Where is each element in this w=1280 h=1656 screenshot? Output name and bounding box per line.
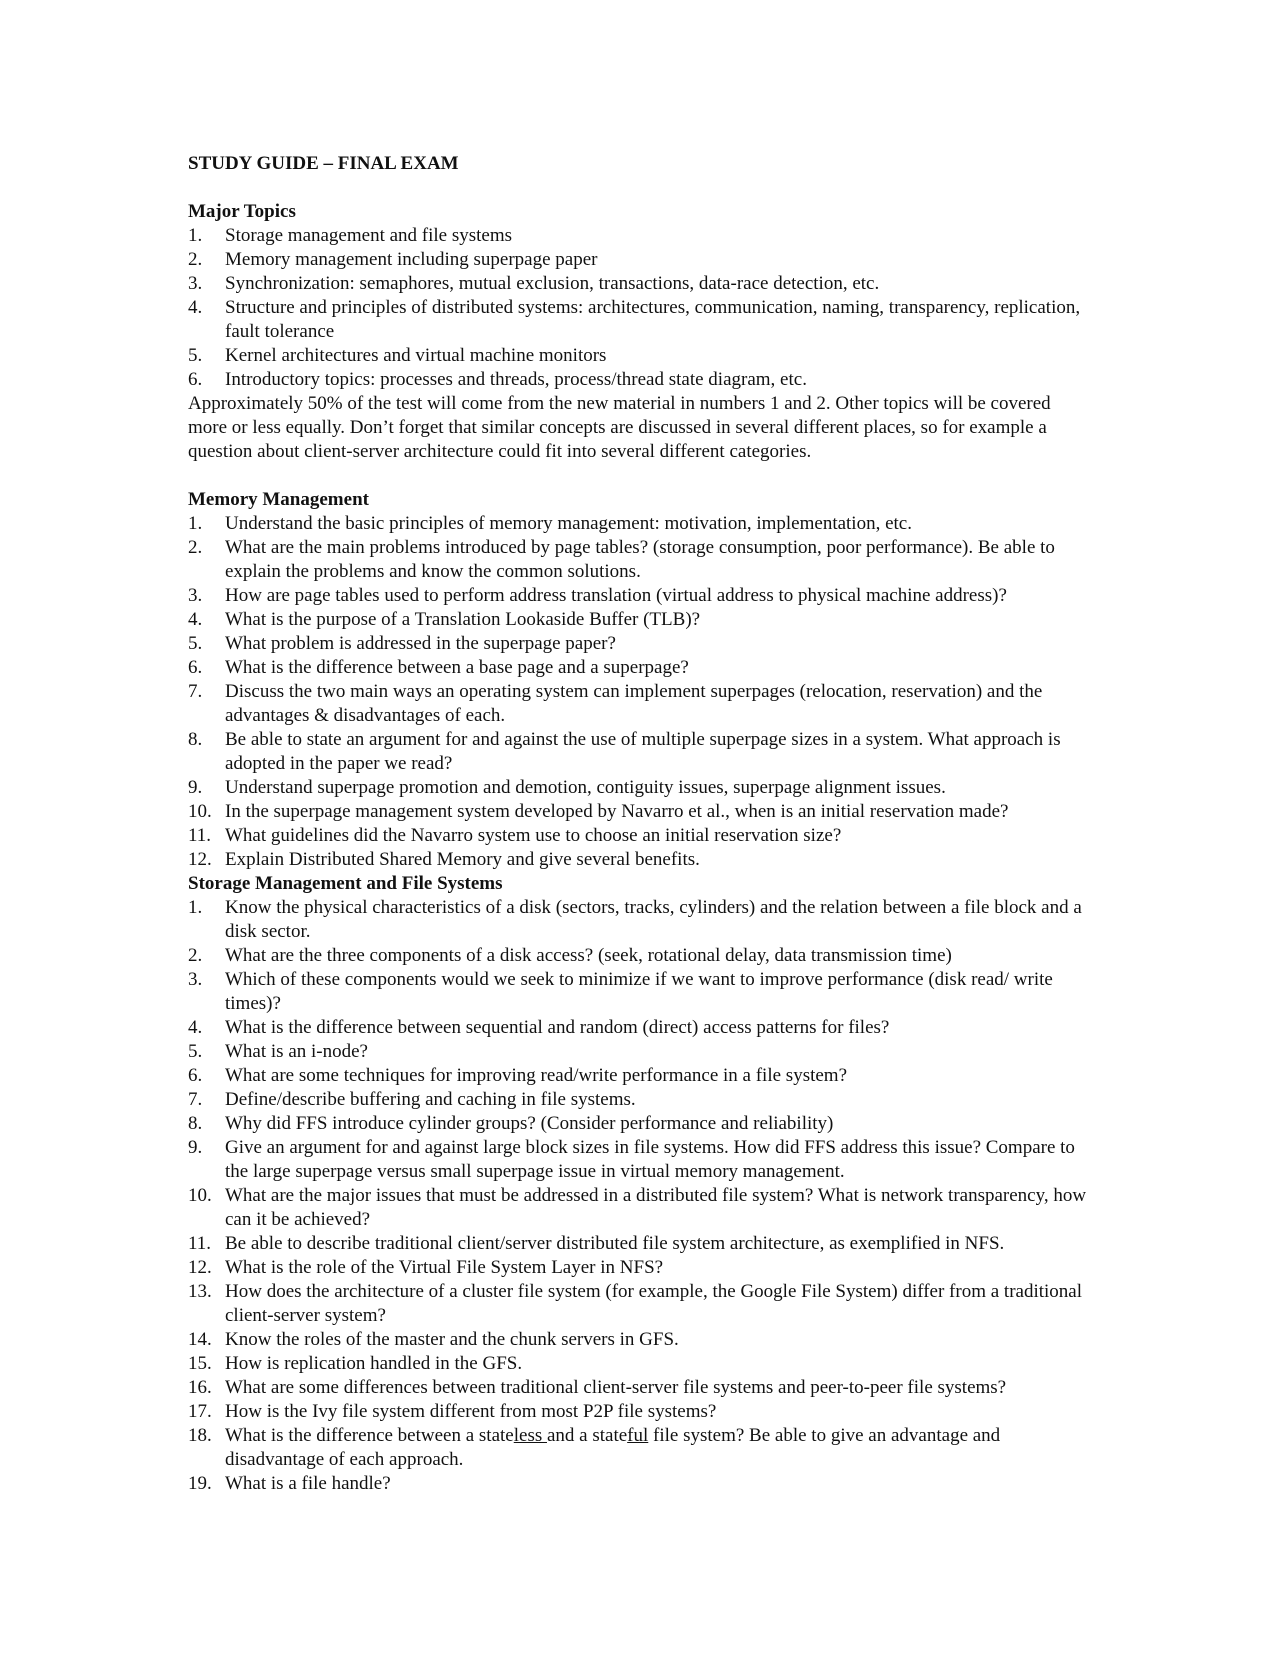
list-item: 1. Storage management and file systems: [188, 225, 513, 246]
list-item: 13. How does the architecture of a cluster file system (for example, the Google File System) differ from a traditional client-server system?: [188, 1281, 1083, 1326]
list-item: 4. What is the difference between sequential and random (direct) access patterns for files?: [188, 1017, 890, 1038]
underlined-text: less: [513, 1425, 547, 1446]
list-item: 1. Know the physical characteristics of a disk (sectors, tracks, cylinders) and the relation between a file block and a disk sector.: [188, 897, 1082, 942]
document-page: [188, 152, 1088, 1496]
list-item: 3. Synchronization: semaphores, mutual exclusion, transactions, data-race detection, etc.: [188, 273, 880, 294]
document-title: STUDY GUIDE – FINAL EXAM: [188, 153, 459, 174]
list-item: 15. How is replication handled in the GFS.: [188, 1353, 523, 1374]
list-item: 11. What guidelines did the Navarro system use to choose an initial reservation size?: [188, 825, 842, 846]
list-item: 14. Know the roles of the master and the chunk servers in GFS.: [188, 1329, 679, 1350]
storage-management-list: [188, 896, 1088, 1496]
list-item: 12. Explain Distributed Shared Memory and give several benefits.: [188, 849, 700, 870]
list-item: 3. How are page tables used to perform address translation (virtual address to physical machine address)?: [188, 585, 1007, 606]
list-item: 18. What is the difference between a stateless and a stateful file system? Be able to give an advantage and disadvantage of each approach.: [188, 1425, 1001, 1470]
storage-management-heading: Storage Management and File Systems: [188, 873, 503, 894]
list-item: 4. What is the purpose of a Translation Lookaside Buffer (TLB)?: [188, 609, 701, 630]
list-item: 7. Discuss the two main ways an operating system can implement superpages (relocation, reservation) and the advantages & disadvantages of each.: [188, 681, 1043, 726]
spacer: [188, 464, 1088, 488]
spacer: [188, 176, 1088, 200]
list-item: 4. Structure and principles of distributed systems: architectures, communication, naming, transparency, replication, fault tolerance: [188, 297, 1081, 342]
list-item: 7. Define/describe buffering and caching in file systems.: [188, 1089, 636, 1110]
list-item: 9. Understand superpage promotion and demotion, contiguity issues, superpage alignment issues.: [188, 777, 946, 798]
list-item: 17. How is the Ivy file system different from most P2P file systems?: [188, 1401, 717, 1422]
list-item: 10. In the superpage management system developed by Navarro et al., when is an initial reservation made?: [188, 801, 1009, 822]
memory-management-heading: Memory Management: [188, 489, 369, 510]
memory-management-list: [188, 512, 1088, 872]
major-topics-note: Approximately 50% of the test will come from the new material in numbers 1 and 2. Other topics will be covered more or less equally. Don’t forget that similar concepts are discussed in several different places, so for example a question about client-server architecture could fit into several different categories.: [188, 393, 1051, 462]
list-item: 1. Understand the basic principles of memory management: motivation, implementation, etc.: [188, 513, 912, 534]
list-item: 9. Give an argument for and against large block sizes in file systems. How did FFS address this issue? Compare to the large superpage versus small superpage issue in virtual memory management.: [188, 1137, 1075, 1182]
list-item: 6. What is the difference between a base page and a superpage?: [188, 657, 689, 678]
list-item: 2. What are the main problems introduced by page tables? (storage consumption, poor performance). Be able to explain the problems and know the common solutions.: [188, 537, 1055, 582]
list-item: 8. Be able to state an argument for and against the use of multiple superpage sizes in a system. What approach is adopted in the paper we read?: [188, 729, 1061, 774]
list-item: 16. What are some differences between traditional client-server file systems and peer-to-peer file systems?: [188, 1377, 1007, 1398]
list-item: 5. What is an i-node?: [188, 1041, 368, 1062]
list-item: 11. Be able to describe traditional client/server distributed file system architecture, as exemplified in NFS.: [188, 1233, 1005, 1254]
list-item: 3. Which of these components would we seek to minimize if we want to improve performance (disk read/ write times)?: [188, 969, 1053, 1014]
underlined-text: ful: [627, 1425, 649, 1446]
major-topics-list: [188, 224, 1088, 392]
list-item: 12. What is the role of the Virtual File System Layer in NFS?: [188, 1257, 664, 1278]
list-item: 19. What is a file handle?: [188, 1473, 391, 1494]
major-topics-heading: Major Topics: [188, 201, 296, 222]
list-item: 2. What are the three components of a disk access? (seek, rotational delay, data transmission time): [188, 945, 952, 966]
list-item: 5. What problem is addressed in the superpage paper?: [188, 633, 616, 654]
list-item: 6. What are some techniques for improving read/write performance in a file system?: [188, 1065, 848, 1086]
list-item: 2. Memory management including superpage paper: [188, 249, 598, 270]
list-item: 6. Introductory topics: processes and threads, process/thread state diagram, etc.: [188, 369, 807, 390]
list-item: 10. What are the major issues that must be addressed in a distributed file system? What is network transparency, how can it be achieved?: [188, 1185, 1087, 1230]
list-item: 5. Kernel architectures and virtual machine monitors: [188, 345, 607, 366]
list-item: 8. Why did FFS introduce cylinder groups? (Consider performance and reliability): [188, 1113, 834, 1134]
